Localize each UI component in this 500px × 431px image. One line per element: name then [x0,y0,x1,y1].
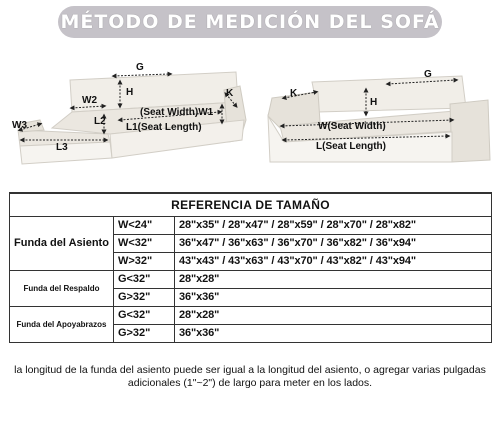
size-reference-table [9,192,492,343]
value-cell: 36"x36" [174,288,491,306]
sofa-diagrams [0,50,500,190]
value-cell: 28"x28" [174,306,491,324]
table-header: REFERENCIA DE TAMAÑO [10,193,492,216]
sofa-diagrams-svg [0,50,500,190]
value-cell: 36"x47" / 36"x63" / 36"x70" / 36"x82" / 36"x94" [174,234,491,252]
right-label-seat-length: L(Seat Length) [316,141,386,152]
right-label-h: H [370,97,378,108]
size-cell: W<24" [113,216,174,234]
size-reference-table-wrap [9,192,492,343]
left-label-g: G [136,62,144,73]
table-row [10,216,492,234]
size-cell: G>32" [113,288,174,306]
size-cell: W>32" [113,252,174,270]
left-label-w3: W3 [12,120,27,131]
left-label-l2: L2 [94,116,106,127]
value-cell: 36"x36" [174,324,491,342]
page-title: MÉTODO DE MEDICIÓN DEL SOFÁ [60,11,440,33]
category-backrest-cover: Funda del Respaldo [10,270,114,306]
value-cell: 28"x28" [174,270,491,288]
table-row [10,306,492,324]
left-label-k: K [226,88,234,99]
value-cell: 28"x35" / 28"x47" / 28"x59" / 28"x70" / 28"x82" [174,216,491,234]
value-cell: 43"x43" / 43"x63" / 43"x70" / 43"x82" / 43"x94" [174,252,491,270]
left-label-seat-length: L1(Seat Length) [126,122,202,133]
right-label-g: G [424,69,432,80]
left-label-seat-width: (Seat Width)W1 [140,107,214,118]
category-armrest-cover: Funda del Apoyabrazos [10,306,114,342]
size-cell: G>32" [113,324,174,342]
left-label-l3: L3 [56,142,68,153]
category-seat-cover: Funda del Asiento [10,216,114,270]
right-label-seat-width: W(Seat Width) [318,121,386,132]
size-cell: G<32" [113,306,174,324]
right-label-k: K [290,88,298,99]
left-label-h: H [126,87,134,98]
sectional-sofa-image [18,72,246,164]
footnote-text: la longitud de la funda del asiento puede ser igual a la longitud del asiento, o agregar varias pulgadas adicionales (1"~2") de largo para meter en los lados. [14,364,486,389]
title-banner [58,6,442,38]
left-label-w2: W2 [82,95,97,106]
table-row [10,270,492,288]
size-cell: G<32" [113,270,174,288]
size-cell: W<32" [113,234,174,252]
